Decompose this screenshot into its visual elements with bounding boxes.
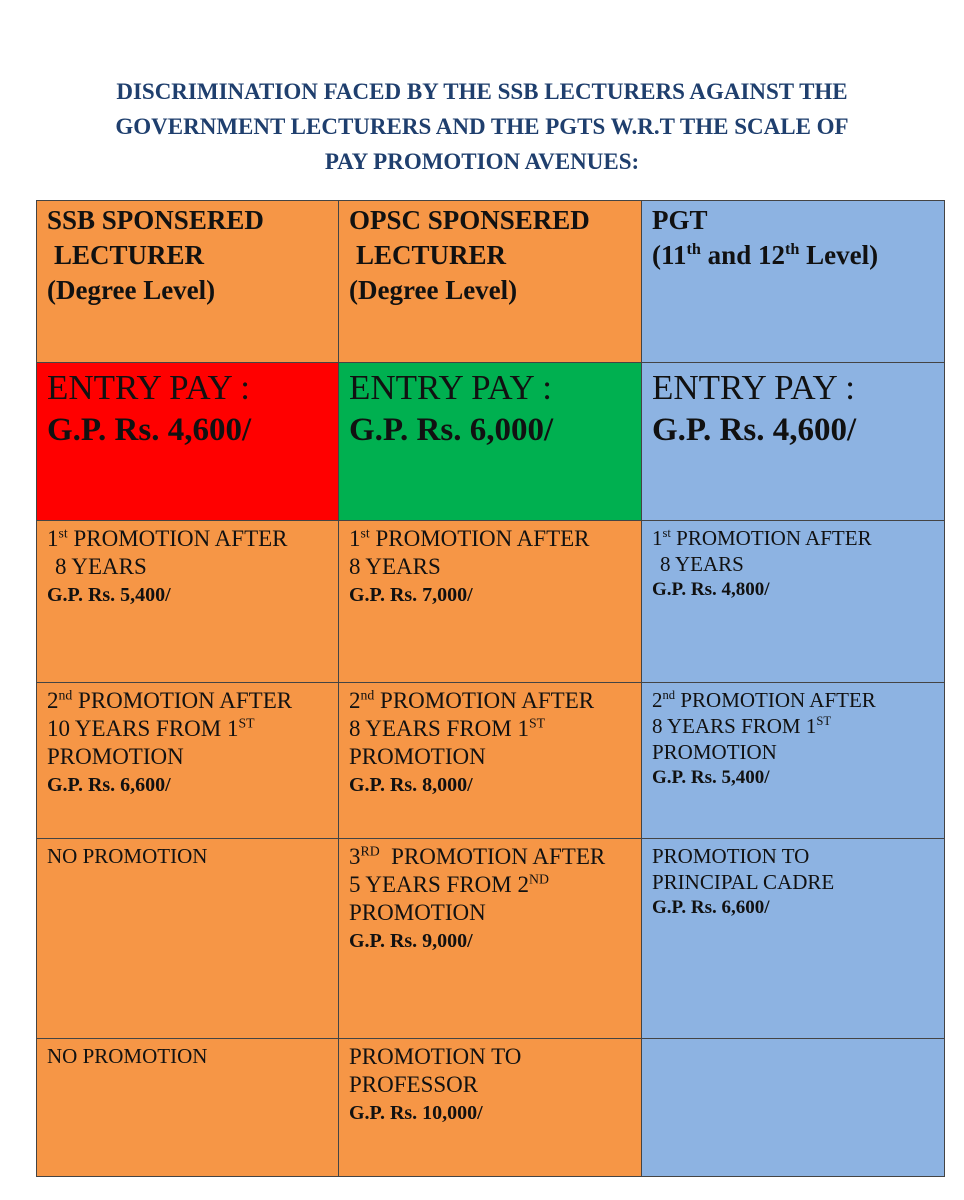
promo2-pgt-line1 [652,687,936,713]
promo2-ssb-sup2: ST [238,715,255,731]
entry-ssb-cell [37,363,339,521]
promo3-opsc-line1 [349,843,633,871]
promo3-opsc-sup: RD [360,843,380,859]
header-pgt-line2 [652,238,936,273]
promo1-ssb-gp: G.P. Rs. 5,400/ [47,584,171,606]
promo4-opsc-cell [339,1039,642,1177]
promo2-opsc-sup2: ST [529,715,546,731]
promo2-ssb-text: PROMOTION AFTER [72,688,293,713]
promo2-ssb-cell [37,683,339,839]
header-opsc-cell [339,201,642,363]
header-opsc-line2: LECTURER [356,240,507,270]
promo2-opsc-line2 [349,715,633,743]
header-pgt-line1: PGT [652,205,708,235]
promo4-opsc-line1: PROMOTION TO [349,1044,522,1069]
promo2-opsc-gp: G.P. Rs. 8,000/ [349,774,473,796]
promo4-ssb-cell [37,1039,339,1177]
entry-pgt-label: ENTRY PAY : [652,368,855,407]
promo2-ssb-line2 [47,715,330,743]
promo2-opsc-line3: PROMOTION [349,744,486,769]
promo2-ssb-line1 [47,687,330,715]
promo3-pgt-line2: PRINCIPAL CADRE [652,870,835,894]
promo3-opsc-line3: PROMOTION [349,900,486,925]
entry-pgt-gp: G.P. Rs. 4,600/ [652,412,857,448]
promo2-pgt-gp: G.P. Rs. 5,400/ [652,767,770,788]
promo4-opsc-gp: G.P. Rs. 10,000/ [349,1102,483,1124]
promo2-pgt-line3: PROMOTION [652,740,777,764]
header-pgt-close: Level) [799,240,879,270]
promo3-opsc-sup2: ND [529,871,549,887]
promo2-opsc-sup: nd [360,687,375,703]
promo3-pgt-cell [642,839,945,1039]
promo4-pgt-cell [642,1039,945,1177]
title-line-3: PAY PROMOTION AVENUES: [324,149,640,174]
promotion-2-row [37,683,945,839]
promo1-ssb-line1 [47,525,330,553]
promo1-pgt-sup: st [662,526,671,540]
promo1-ssb-cell [37,521,339,683]
promo2-ssb-num: 2 [47,688,59,713]
promo2-pgt-text: PROMOTION AFTER [675,688,876,712]
header-pgt-open: (11 [652,240,687,270]
promo1-ssb-text: PROMOTION AFTER [67,526,288,551]
promo1-ssb-line2: 8 YEARS [55,554,147,579]
promo1-opsc-text: PROMOTION AFTER [369,526,590,551]
promo1-pgt-line2: 8 YEARS [660,552,744,576]
promo1-opsc-gp: G.P. Rs. 7,000/ [349,584,473,606]
promo1-pgt-line1 [652,525,936,551]
promo2-ssb-line3: PROMOTION [47,744,184,769]
promo3-opsc-num: 3 [349,844,361,869]
promo2-opsc-line1 [349,687,633,715]
promotion-1-row [37,521,945,683]
entry-opsc-label: ENTRY PAY : [349,368,552,407]
header-row [37,201,945,363]
promo2-opsc-line2-text: 8 YEARS FROM 1 [349,716,529,741]
header-ssb-cell [37,201,339,363]
entry-pgt-cell [642,363,945,521]
promo1-pgt-gp: G.P. Rs. 4,800/ [652,579,770,600]
header-ssb-line2: LECTURER [54,240,205,270]
promo2-pgt-num: 2 [652,688,663,712]
promo2-pgt-sup2: ST [816,714,832,728]
header-opsc-line3: (Degree Level) [349,275,518,305]
promo3-ssb-cell [37,839,339,1039]
promo3-ssb-text: NO PROMOTION [47,844,208,868]
promo4-ssb-text: NO PROMOTION [47,1044,208,1068]
promo2-pgt-line2-text: 8 YEARS FROM 1 [652,714,817,738]
promo2-opsc-cell [339,683,642,839]
title-line-1: DISCRIMINATION FACED BY THE SSB LECTURERS AGAINST THE [116,79,848,104]
promo2-ssb-line2-text: 10 YEARS FROM 1 [47,716,239,741]
promo3-pgt-line1: PROMOTION TO [652,844,810,868]
promo1-opsc-num: 1 [349,526,361,551]
promo1-opsc-line2: 8 YEARS [349,554,441,579]
header-ssb-line1: SSB SPONSERED [47,205,264,235]
promo1-pgt-text: PROMOTION AFTER [670,526,872,550]
header-opsc-line1: OPSC SPONSERED [349,205,590,235]
entry-pay-row [37,363,945,521]
promo2-ssb-gp: G.P. Rs. 6,600/ [47,774,171,796]
header-pgt-cell [642,201,945,363]
header-ssb-line3: (Degree Level) [47,275,216,305]
document-title [0,74,964,179]
promo1-ssb-num: 1 [47,526,59,551]
promo3-opsc-cell [339,839,642,1039]
promo2-ssb-sup: nd [58,687,73,703]
header-pgt-mid: and 12 [700,240,785,270]
entry-opsc-cell [339,363,642,521]
promo2-opsc-num: 2 [349,688,361,713]
title-line-2: GOVERNMENT LECTURERS AND THE PGTS W.R.T THE SCALE OF [115,114,849,139]
promo2-opsc-text: PROMOTION AFTER [374,688,595,713]
header-pgt-sup1: th [686,240,701,258]
entry-ssb-gp: G.P. Rs. 4,600/ [47,412,252,448]
promo1-opsc-cell [339,521,642,683]
entry-ssb-label: ENTRY PAY : [47,368,250,407]
header-pgt-sup2: th [784,240,800,258]
promo1-pgt-num: 1 [652,526,663,550]
promo2-pgt-line2 [652,713,936,739]
entry-opsc-gp: G.P. Rs. 6,000/ [349,412,554,448]
promo1-pgt-cell [642,521,945,683]
promo3-pgt-gp: G.P. Rs. 6,600/ [652,897,770,918]
promo3-opsc-gp: G.P. Rs. 9,000/ [349,930,473,952]
promo3-opsc-text: PROMOTION AFTER [379,844,606,869]
promo1-ssb-sup: st [58,525,68,541]
promo1-opsc-line1 [349,525,633,553]
promo1-opsc-sup: st [360,525,370,541]
promotion-4-row [37,1039,945,1177]
promo2-pgt-sup: nd [662,688,676,702]
pay-comparison-table [36,200,945,1177]
promo2-pgt-cell [642,683,945,839]
promotion-3-row [37,839,945,1039]
promo3-opsc-line2-text: 5 YEARS FROM 2 [349,872,529,897]
promo4-opsc-line2: PROFESSOR [349,1072,479,1097]
promo3-opsc-line2 [349,871,633,899]
